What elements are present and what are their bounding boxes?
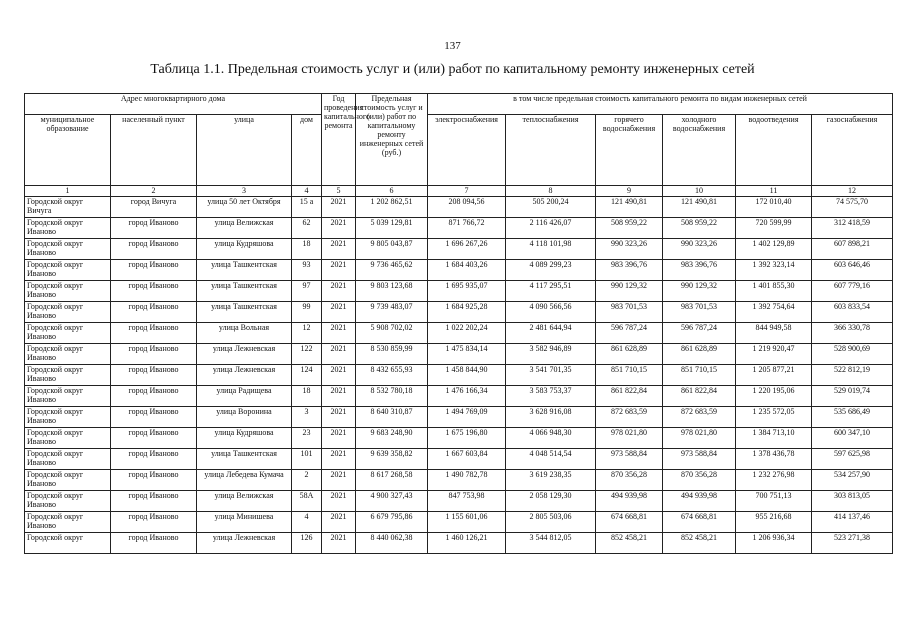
cell-heating: 2 481 644,94 (506, 323, 596, 344)
cell-year: 2021 (322, 260, 356, 281)
column-number: 4 (292, 186, 322, 197)
cell-hot-water: 870 356,28 (596, 470, 663, 491)
cell-hot-water: 990 129,32 (596, 281, 663, 302)
cell-municipality: Городской округ Иваново (25, 491, 111, 512)
cell-gas: 303 813,05 (812, 491, 893, 512)
cell-sewerage: 1 206 936,34 (736, 533, 812, 554)
cell-gas: 522 812,19 (812, 365, 893, 386)
cell-settlement: город Иваново (111, 365, 197, 386)
column-number: 1 (25, 186, 111, 197)
cell-hot-water: 990 323,26 (596, 239, 663, 260)
cell-settlement: город Иваново (111, 260, 197, 281)
cell-hot-water: 121 490,81 (596, 197, 663, 218)
cell-hot-water: 674 668,81 (596, 512, 663, 533)
cell-total-cost: 9 639 358,82 (356, 449, 428, 470)
table-row (25, 428, 893, 449)
table-row (25, 302, 893, 323)
cell-sewerage: 955 216,68 (736, 512, 812, 533)
cell-settlement: город Иваново (111, 470, 197, 491)
cell-house: 124 (292, 365, 322, 386)
table-row (25, 533, 893, 554)
table-row (25, 260, 893, 281)
cell-cold-water: 861 822,84 (663, 386, 736, 407)
cell-house: 23 (292, 428, 322, 449)
header-address-group: Адрес многоквартирного дома (25, 94, 322, 115)
cell-hot-water: 978 021,80 (596, 428, 663, 449)
header-settlement: населенный пункт (111, 115, 197, 186)
cell-hot-water: 983 396,76 (596, 260, 663, 281)
cell-municipality: Городской округ Иваново (25, 407, 111, 428)
cell-cold-water: 872 683,59 (663, 407, 736, 428)
cell-total-cost: 1 202 862,51 (356, 197, 428, 218)
cell-cold-water: 978 021,80 (663, 428, 736, 449)
cell-electricity: 1 675 196,80 (428, 428, 506, 449)
cell-electricity: 847 753,98 (428, 491, 506, 512)
cell-street: улица Ташкентская (197, 449, 292, 470)
cell-electricity: 871 766,72 (428, 218, 506, 239)
cell-municipality: Городской округ Иваново (25, 344, 111, 365)
cell-year: 2021 (322, 218, 356, 239)
cell-hot-water: 508 959,22 (596, 218, 663, 239)
cell-house: 126 (292, 533, 322, 554)
cell-municipality: Городской округ Иваново (25, 386, 111, 407)
header-gas: газоснабжения (812, 115, 893, 186)
column-number: 9 (596, 186, 663, 197)
cell-sewerage: 700 751,13 (736, 491, 812, 512)
cell-settlement: город Иваново (111, 302, 197, 323)
cell-total-cost: 8 532 780,18 (356, 386, 428, 407)
cell-sewerage: 844 949,58 (736, 323, 812, 344)
header-limit-cost: Предельная стоимость услуг и (или) работ по капитальному ремонту инженерных сетей (руб.) (356, 94, 428, 186)
cell-gas: 603 646,46 (812, 260, 893, 281)
cell-heating: 4 090 566,56 (506, 302, 596, 323)
cell-year: 2021 (322, 365, 356, 386)
cell-sewerage: 1 401 855,30 (736, 281, 812, 302)
cell-total-cost: 8 432 655,93 (356, 365, 428, 386)
cell-cold-water: 851 710,15 (663, 365, 736, 386)
cell-total-cost: 5 908 702,02 (356, 323, 428, 344)
cell-hot-water: 861 822,84 (596, 386, 663, 407)
table-row (25, 323, 893, 344)
cell-electricity: 1 460 126,21 (428, 533, 506, 554)
cell-municipality: Городской округ Иваново (25, 323, 111, 344)
cell-cold-water: 870 356,28 (663, 470, 736, 491)
cell-house: 18 (292, 239, 322, 260)
column-number: 11 (736, 186, 812, 197)
cell-house: 93 (292, 260, 322, 281)
column-number: 8 (506, 186, 596, 197)
cell-settlement: город Иваново (111, 491, 197, 512)
cell-cold-water: 990 129,32 (663, 281, 736, 302)
cell-settlement: город Иваново (111, 533, 197, 554)
cell-heating: 3 544 812,05 (506, 533, 596, 554)
cell-year: 2021 (322, 428, 356, 449)
cell-total-cost: 9 803 123,68 (356, 281, 428, 302)
page-number: 137 (444, 40, 461, 52)
cell-street: улица 50 лет Октября (197, 197, 292, 218)
header-municipality: муниципальное образование (25, 115, 111, 186)
cell-cold-water: 973 588,84 (663, 449, 736, 470)
cell-house: 18 (292, 386, 322, 407)
cell-street: улица Ташкентская (197, 260, 292, 281)
cell-municipality: Городской округ Иваново (25, 302, 111, 323)
cell-settlement: город Иваново (111, 428, 197, 449)
cell-municipality: Городской округ Иваново (25, 365, 111, 386)
header-hot-water: горячего водоснабжения (596, 115, 663, 186)
header-heating: теплоснабжения (506, 115, 596, 186)
cell-year: 2021 (322, 323, 356, 344)
cell-street: улица Лебедева Кумача (197, 470, 292, 491)
cell-cold-water: 674 668,81 (663, 512, 736, 533)
cell-electricity: 1 476 166,34 (428, 386, 506, 407)
cell-hot-water: 973 588,84 (596, 449, 663, 470)
cell-sewerage: 1 378 436,78 (736, 449, 812, 470)
cost-table (24, 93, 893, 554)
cell-sewerage: 1 205 877,21 (736, 365, 812, 386)
cell-hot-water: 596 787,24 (596, 323, 663, 344)
header-year: Год проведения капитального ремонта (322, 94, 356, 186)
cell-settlement: город Иваново (111, 239, 197, 260)
table-body (25, 197, 893, 554)
table-row (25, 407, 893, 428)
column-number: 7 (428, 186, 506, 197)
cell-street: улица Воронина (197, 407, 292, 428)
cell-house: 58А (292, 491, 322, 512)
cell-sewerage: 1 219 920,47 (736, 344, 812, 365)
cell-electricity: 1 475 834,14 (428, 344, 506, 365)
cell-sewerage: 1 220 195,06 (736, 386, 812, 407)
cell-cold-water: 596 787,24 (663, 323, 736, 344)
cell-heating: 4 066 948,30 (506, 428, 596, 449)
cell-electricity: 1 684 925,28 (428, 302, 506, 323)
cell-total-cost: 9 683 248,90 (356, 428, 428, 449)
cell-heating: 4 117 295,51 (506, 281, 596, 302)
header-electricity: электроснабжения (428, 115, 506, 186)
cell-house: 62 (292, 218, 322, 239)
cell-settlement: город Иваново (111, 281, 197, 302)
cell-gas: 528 900,69 (812, 344, 893, 365)
cell-year: 2021 (322, 386, 356, 407)
column-number: 2 (111, 186, 197, 197)
cell-cold-water: 861 628,89 (663, 344, 736, 365)
cell-total-cost: 8 440 062,38 (356, 533, 428, 554)
cell-house: 2 (292, 470, 322, 491)
cell-total-cost: 8 640 310,87 (356, 407, 428, 428)
cell-settlement: город Иваново (111, 218, 197, 239)
cell-municipality: Городской округ Иваново (25, 218, 111, 239)
cell-settlement: город Иваново (111, 512, 197, 533)
cell-heating: 4 089 299,23 (506, 260, 596, 281)
cell-street: улица Ташкентская (197, 281, 292, 302)
column-number: 10 (663, 186, 736, 197)
cell-settlement: город Иваново (111, 386, 197, 407)
cell-year: 2021 (322, 281, 356, 302)
cell-electricity: 1 490 782,78 (428, 470, 506, 491)
cell-house: 3 (292, 407, 322, 428)
table-row (25, 386, 893, 407)
table-row (25, 239, 893, 260)
cell-street: улица Лежневская (197, 365, 292, 386)
cell-electricity: 1 695 935,07 (428, 281, 506, 302)
table-row (25, 491, 893, 512)
cell-settlement: город Вичуга (111, 197, 197, 218)
cell-sewerage: 1 384 713,10 (736, 428, 812, 449)
cell-gas: 535 686,49 (812, 407, 893, 428)
cell-municipality: Городской округ (25, 533, 111, 554)
cell-house: 122 (292, 344, 322, 365)
cell-house: 97 (292, 281, 322, 302)
cell-sewerage: 720 599,99 (736, 218, 812, 239)
header-cold-water: холодного водоснабжения (663, 115, 736, 186)
cell-year: 2021 (322, 302, 356, 323)
cell-settlement: город Иваново (111, 323, 197, 344)
cell-heating: 3 619 238,35 (506, 470, 596, 491)
cell-year: 2021 (322, 533, 356, 554)
cell-heating: 4 118 101,98 (506, 239, 596, 260)
cell-cold-water: 990 323,26 (663, 239, 736, 260)
cell-electricity: 1 494 769,09 (428, 407, 506, 428)
cell-total-cost: 5 039 129,81 (356, 218, 428, 239)
table-row (25, 197, 893, 218)
cell-municipality: Городской округ Вичуга (25, 197, 111, 218)
cell-sewerage: 1 235 572,05 (736, 407, 812, 428)
cell-hot-water: 852 458,21 (596, 533, 663, 554)
cell-sewerage: 1 392 323,14 (736, 260, 812, 281)
cell-heating: 2 116 426,07 (506, 218, 596, 239)
cell-year: 2021 (322, 344, 356, 365)
cell-gas: 74 575,70 (812, 197, 893, 218)
cell-settlement: город Иваново (111, 449, 197, 470)
cell-electricity: 1 667 603,84 (428, 449, 506, 470)
cell-house: 4 (292, 512, 322, 533)
cell-gas: 366 330,78 (812, 323, 893, 344)
cell-street: улица Лежневская (197, 344, 292, 365)
column-number-row (25, 186, 893, 197)
cell-gas: 607 898,21 (812, 239, 893, 260)
cell-cold-water: 508 959,22 (663, 218, 736, 239)
cell-street: улица Ташкентская (197, 302, 292, 323)
cell-cold-water: 983 396,76 (663, 260, 736, 281)
header-breakdown-group: в том числе предельная стоимость капитального ремонта по видам инженерных сетей (428, 94, 893, 115)
cell-house: 99 (292, 302, 322, 323)
cell-municipality: Городской округ Иваново (25, 239, 111, 260)
cell-street: улица Велижская (197, 218, 292, 239)
table-row (25, 449, 893, 470)
cell-house: 15 а (292, 197, 322, 218)
column-number: 6 (356, 186, 428, 197)
cell-electricity: 1 022 202,24 (428, 323, 506, 344)
table-row (25, 344, 893, 365)
cell-house: 101 (292, 449, 322, 470)
cell-electricity: 1 696 267,26 (428, 239, 506, 260)
cell-gas: 534 257,90 (812, 470, 893, 491)
cell-hot-water: 494 939,98 (596, 491, 663, 512)
table-row (25, 470, 893, 491)
table-row (25, 218, 893, 239)
cell-heating: 3 541 701,35 (506, 365, 596, 386)
cell-hot-water: 851 710,15 (596, 365, 663, 386)
cell-street: улица Вольная (197, 323, 292, 344)
cell-total-cost: 9 739 483,07 (356, 302, 428, 323)
cell-gas: 312 418,59 (812, 218, 893, 239)
cell-heating: 2 058 129,30 (506, 491, 596, 512)
cell-sewerage: 1 402 129,89 (736, 239, 812, 260)
cell-municipality: Городской округ Иваново (25, 449, 111, 470)
cell-cold-water: 494 939,98 (663, 491, 736, 512)
cell-heating: 3 628 916,08 (506, 407, 596, 428)
cell-street: улица Лежневская (197, 533, 292, 554)
cell-street: улица Кудряшова (197, 239, 292, 260)
cell-hot-water: 872 683,59 (596, 407, 663, 428)
cell-year: 2021 (322, 407, 356, 428)
table-row (25, 281, 893, 302)
cell-total-cost: 9 805 043,87 (356, 239, 428, 260)
cell-total-cost: 4 900 327,43 (356, 491, 428, 512)
table-row (25, 512, 893, 533)
cell-total-cost: 6 679 795,86 (356, 512, 428, 533)
cell-cold-water: 121 490,81 (663, 197, 736, 218)
cell-street: улица Минишева (197, 512, 292, 533)
cell-heating: 2 805 503,06 (506, 512, 596, 533)
cell-heating: 3 583 753,37 (506, 386, 596, 407)
cell-hot-water: 983 701,53 (596, 302, 663, 323)
column-number: 3 (197, 186, 292, 197)
cell-street: улица Велижская (197, 491, 292, 512)
cell-heating: 4 048 514,54 (506, 449, 596, 470)
cell-electricity: 1 458 844,90 (428, 365, 506, 386)
column-number: 12 (812, 186, 893, 197)
cell-gas: 529 019,74 (812, 386, 893, 407)
cell-municipality: Городской округ Иваново (25, 281, 111, 302)
cell-sewerage: 1 232 276,98 (736, 470, 812, 491)
cell-gas: 600 347,10 (812, 428, 893, 449)
cell-municipality: Городской округ Иваново (25, 428, 111, 449)
cell-cold-water: 983 701,53 (663, 302, 736, 323)
cell-year: 2021 (322, 491, 356, 512)
cell-gas: 414 137,46 (812, 512, 893, 533)
cell-street: улица Радищева (197, 386, 292, 407)
cell-gas: 597 625,98 (812, 449, 893, 470)
cell-settlement: город Иваново (111, 344, 197, 365)
cell-house: 12 (292, 323, 322, 344)
cell-heating: 505 200,24 (506, 197, 596, 218)
cell-year: 2021 (322, 470, 356, 491)
cell-year: 2021 (322, 449, 356, 470)
cell-municipality: Городской округ Иваново (25, 260, 111, 281)
cell-settlement: город Иваново (111, 407, 197, 428)
cell-municipality: Городской округ Иваново (25, 470, 111, 491)
table-title: Таблица 1.1. Предельная стоимость услуг и (или) работ по капитальному ремонту инженерных сетей (150, 62, 755, 77)
cell-year: 2021 (322, 197, 356, 218)
cell-electricity: 208 094,56 (428, 197, 506, 218)
cell-cold-water: 852 458,21 (663, 533, 736, 554)
cell-sewerage: 172 010,40 (736, 197, 812, 218)
column-number: 5 (322, 186, 356, 197)
cell-electricity: 1 155 601,06 (428, 512, 506, 533)
header-sewerage: водоотведения (736, 115, 812, 186)
header-house: дом (292, 115, 322, 186)
cell-total-cost: 9 736 465,62 (356, 260, 428, 281)
cell-hot-water: 861 628,89 (596, 344, 663, 365)
cell-total-cost: 8 530 859,99 (356, 344, 428, 365)
cell-street: улица Кудряшова (197, 428, 292, 449)
cell-total-cost: 8 617 268,58 (356, 470, 428, 491)
table-row (25, 365, 893, 386)
cell-electricity: 1 684 403,26 (428, 260, 506, 281)
cell-gas: 603 833,54 (812, 302, 893, 323)
cell-municipality: Городской округ Иваново (25, 512, 111, 533)
cell-heating: 3 582 946,89 (506, 344, 596, 365)
cell-sewerage: 1 392 754,64 (736, 302, 812, 323)
cell-year: 2021 (322, 512, 356, 533)
header-street: улица (197, 115, 292, 186)
cell-year: 2021 (322, 239, 356, 260)
cell-gas: 607 779,16 (812, 281, 893, 302)
cell-gas: 523 271,38 (812, 533, 893, 554)
